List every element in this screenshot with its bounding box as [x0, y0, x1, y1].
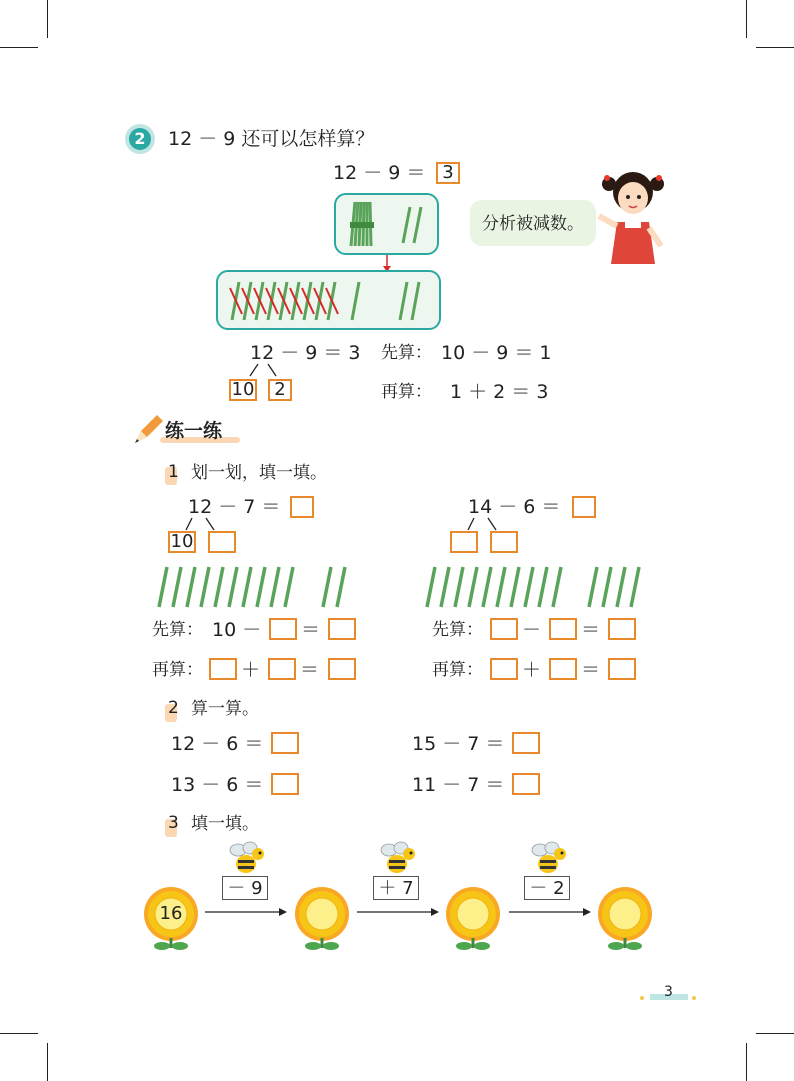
bee-icon	[528, 840, 572, 876]
q1-right-then-box1[interactable]	[490, 658, 518, 680]
crossed-sticks	[228, 280, 428, 322]
q1-right-equals: ＝	[581, 619, 601, 641]
crop-mark	[0, 47, 38, 48]
q2-number: 2	[168, 698, 179, 718]
crop-mark	[746, 0, 747, 38]
q1-left-then-box3[interactable]	[328, 658, 356, 680]
crop-mark	[756, 1033, 794, 1034]
loose-sticks	[400, 205, 430, 245]
op-card-1: － 9	[222, 876, 268, 900]
q1-left-equals2: ＝	[300, 659, 320, 681]
arrow-3	[509, 906, 591, 918]
sunflower-3	[440, 882, 506, 952]
q1-right-split-lines	[462, 516, 502, 532]
q1-right-equation: 14 － 6 ＝	[468, 496, 561, 518]
crop-mark	[47, 1043, 48, 1081]
decomp-lines	[244, 362, 284, 378]
q1-left-then-label: 再算：	[152, 660, 203, 680]
equation-top: 12 － 9 ＝	[333, 162, 426, 184]
q2-item-2: 15 － 7 ＝	[412, 733, 505, 755]
then-calc: 1 ＋ 2 ＝ 3	[450, 381, 549, 403]
q1-left-then-box1[interactable]	[209, 658, 237, 680]
arrow-1	[205, 906, 287, 918]
bundle-of-ten-sticks	[345, 200, 385, 248]
bee-icon	[226, 840, 270, 876]
first-label: 先算：	[381, 343, 432, 363]
q1-left-first-prefix: 10 －	[212, 619, 262, 641]
q1-left-plus: ＋	[241, 659, 261, 681]
speech-text: 分析被减数。	[482, 214, 584, 234]
q1-right-answer-box[interactable]	[572, 496, 596, 518]
crop-mark	[0, 1033, 38, 1034]
q1-right-then-box3[interactable]	[608, 658, 636, 680]
answer-box: 3	[436, 162, 460, 184]
q1-right-first-box2[interactable]	[549, 618, 577, 640]
q1-right-then-box2[interactable]	[549, 658, 577, 680]
q1-left-first-box1[interactable]	[269, 618, 297, 640]
first-calc: 10 － 9 ＝ 1	[441, 342, 552, 364]
q1-right-first-box1[interactable]	[490, 618, 518, 640]
practice-header: 练一练	[165, 420, 223, 442]
q1-left-split-lines	[180, 516, 220, 532]
q1-left-first-label: 先算：	[152, 620, 203, 640]
sunflower-2	[289, 882, 355, 952]
crop-mark	[746, 1043, 747, 1081]
page-number: 3	[664, 984, 673, 1000]
then-label: 再算：	[381, 382, 432, 402]
section-number-badge	[125, 124, 155, 154]
q1-left-equation: 12 － 7 ＝	[188, 496, 281, 518]
q3-number: 3	[168, 813, 179, 833]
q2-title: 算一算。	[191, 699, 259, 719]
q2-item-3: 13 － 6 ＝	[171, 774, 264, 796]
q1-right-minus: －	[522, 619, 542, 641]
section-title: 12 － 9 还可以怎样算？	[168, 128, 375, 150]
decomp-equation: 12 － 9 ＝ 3	[250, 342, 361, 364]
decomp-part-two: 2	[268, 379, 292, 401]
section-number: 2	[129, 128, 151, 150]
crop-mark	[756, 47, 794, 48]
q2-answer-box-2[interactable]	[512, 732, 540, 754]
bee-icon	[377, 840, 421, 876]
op-card-2: ＋ 7	[373, 876, 419, 900]
q2-answer-box-1[interactable]	[271, 732, 299, 754]
q1-left-equals: ＝	[301, 619, 321, 641]
sunflower-1-value: 16	[159, 903, 183, 924]
q1-title: 划一划，填一填。	[191, 463, 327, 483]
q1-left-part-box[interactable]	[208, 531, 236, 553]
q2-item-1: 12 － 6 ＝	[171, 733, 264, 755]
q1-left-sticks	[155, 565, 365, 609]
op-card-3: － 2	[524, 876, 570, 900]
q2-answer-box-4[interactable]	[512, 773, 540, 795]
q1-right-equals2: ＝	[581, 659, 601, 681]
crop-mark	[47, 0, 48, 38]
q3-title: 填一填。	[191, 814, 259, 834]
q1-right-then-label: 再算：	[432, 660, 483, 680]
q1-right-part-box1[interactable]	[450, 531, 478, 553]
q1-right-part-box2[interactable]	[490, 531, 518, 553]
q1-left-answer-box[interactable]	[290, 496, 314, 518]
q1-right-sticks	[423, 565, 653, 609]
sunflower-4	[592, 882, 658, 952]
q1-number: 1	[168, 462, 179, 482]
page-number-dots	[640, 996, 644, 1000]
q1-left-then-box2[interactable]	[268, 658, 296, 680]
q1-right-first-box3[interactable]	[608, 618, 636, 640]
q1-left-first-box2[interactable]	[328, 618, 356, 640]
q1-left-part-ten: 10	[168, 531, 196, 553]
q2-item-4: 11 － 7 ＝	[412, 774, 505, 796]
page-number-dots	[692, 996, 696, 1000]
girl-illustration	[595, 166, 675, 266]
q1-right-plus: ＋	[522, 659, 542, 681]
q1-right-first-label: 先算：	[432, 620, 483, 640]
decomp-part-ten: 10	[229, 379, 257, 401]
q2-answer-box-3[interactable]	[271, 773, 299, 795]
arrow-2	[357, 906, 439, 918]
